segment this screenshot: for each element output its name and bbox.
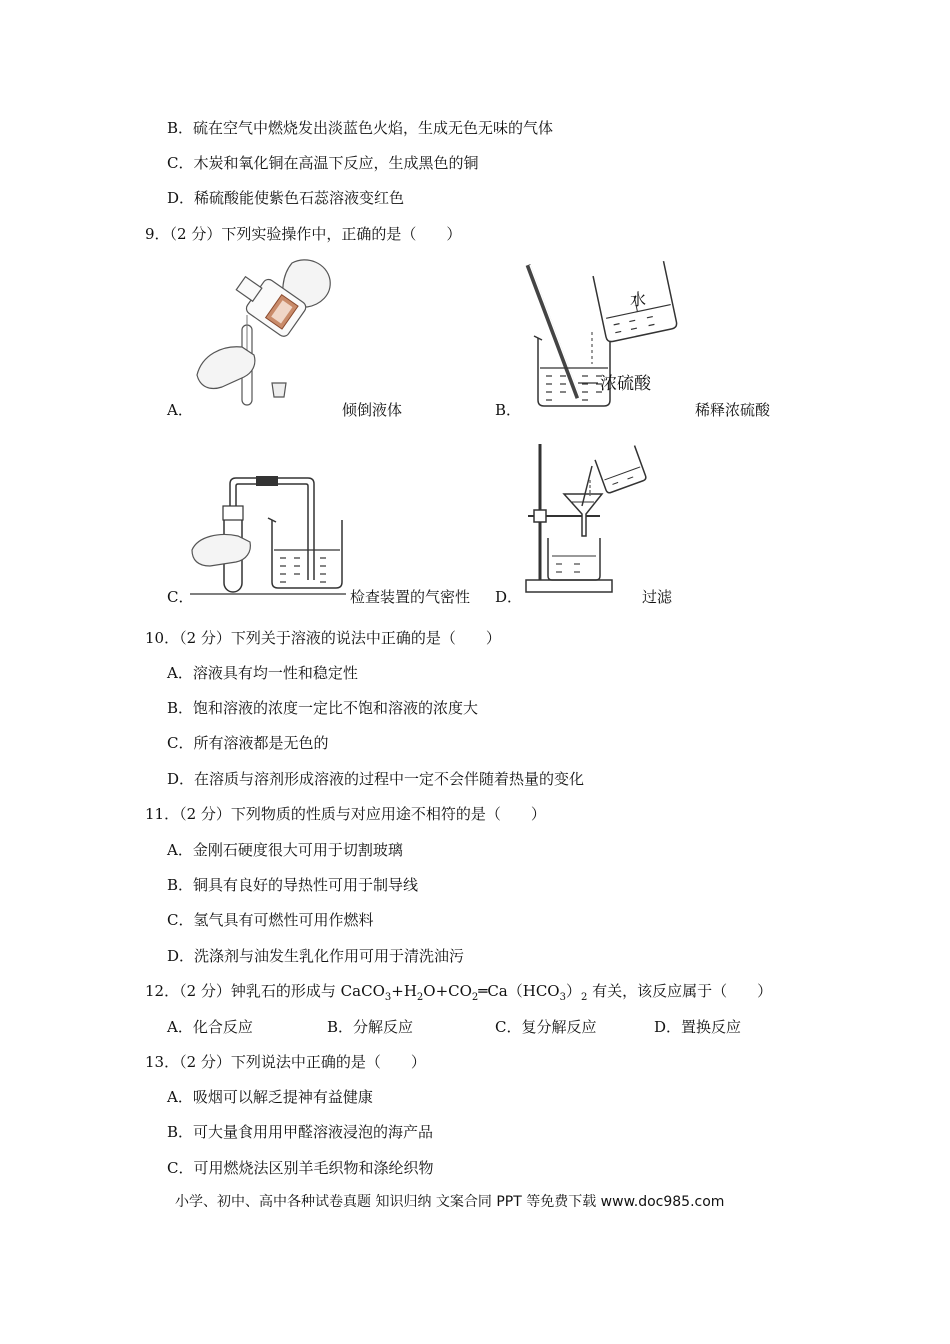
figure-d-letter: D． [495, 588, 523, 606]
figure-a-caption: 倾倒液体 [342, 401, 403, 419]
q12-option-c: C．复分解反应 [495, 1018, 597, 1036]
figure-b-letter: B． [495, 401, 522, 419]
figure-c-letter: C． [167, 588, 194, 606]
question-12-stem: 12．（2 分）钟乳石的形成与 $CaCO_3+H_2O+CO_2═Ca(HCO_3)_2$ 有关，该反应属于（ ） [145, 982, 773, 1003]
option-c-prev: C．木炭和氧化铜在高温下反应，生成黑色的铜 [167, 154, 479, 172]
q13-option-a: A．吸烟可以解乏提神有益健康 [167, 1088, 373, 1106]
q12-option-d: D．置换反应 [654, 1018, 742, 1036]
figure-c-caption: 检查装置的气密性 [350, 588, 471, 606]
figure-d-caption: 过滤 [642, 588, 673, 606]
q10-option-c: C．所有溶液都是无色的 [167, 734, 329, 752]
q10-option-d: D．在溶质与溶剂形成溶液的过程中一定不会伴随着热量的变化 [167, 770, 585, 788]
acid-label: 浓硫酸 [600, 374, 651, 394]
q12-stem-tail: 有关，该反应属于（ ） [592, 982, 773, 1000]
q11-option-d: D．洗涤剂与油发生乳化作用可用于清洗油污 [167, 947, 465, 965]
q13-option-c: C．可用燃烧法区别羊毛织物和涤纶织物 [167, 1159, 434, 1177]
q11-option-a: A．金刚石硬度很大可用于切割玻璃 [167, 841, 403, 859]
pouring-liquid-figure [192, 255, 342, 415]
q10-option-a: A．溶液具有均一性和稳定性 [167, 664, 358, 682]
water-label: 水 [630, 290, 647, 309]
figure-b-caption: 稀释浓硫酸 [695, 401, 771, 419]
q11-option-b: B．铜具有良好的导热性可用于制导线 [167, 876, 419, 894]
q13-option-b: B．可大量食用用甲醛溶液浸泡的海产品 [167, 1123, 434, 1141]
option-b-prev: B．硫在空气中燃烧发出淡蓝色火焰，生成无色无味的气体 [167, 119, 554, 137]
q10-option-b: B．饱和溶液的浓度一定比不饱和溶液的浓度大 [167, 699, 479, 717]
q12-option-b: B．分解反应 [327, 1018, 414, 1036]
figure-a-letter: A． [167, 401, 193, 419]
q12-option-a: A．化合反应 [167, 1018, 253, 1036]
question-9-stem: 9．（2 分）下列实验操作中，正确的是（ ） [145, 225, 462, 243]
airtightness-figure [190, 470, 350, 600]
footer-download-text: 小学、初中、高中各种试卷真题 知识归纳 文案合同 PPT 等免费下载 www.doc985.com [175, 1194, 725, 1210]
q12-stem-text: 12．（2 分）钟乳石的形成与 CaCO [145, 982, 385, 1000]
question-11-stem: 11．（2 分）下列物质的性质与对应用途不相符的是（ ） [145, 805, 546, 823]
option-d-prev: D．稀硫酸能使紫色石蕊溶液变红色 [167, 189, 405, 207]
filtration-figure [520, 440, 650, 600]
question-13-stem: 13．（2 分）下列说法中正确的是（ ） [145, 1053, 426, 1071]
question-10-stem: 10．（2 分）下列关于溶液的说法中正确的是（ ） [145, 629, 501, 647]
q11-option-c: C．氢气具有可燃性可用作燃料 [167, 911, 374, 929]
